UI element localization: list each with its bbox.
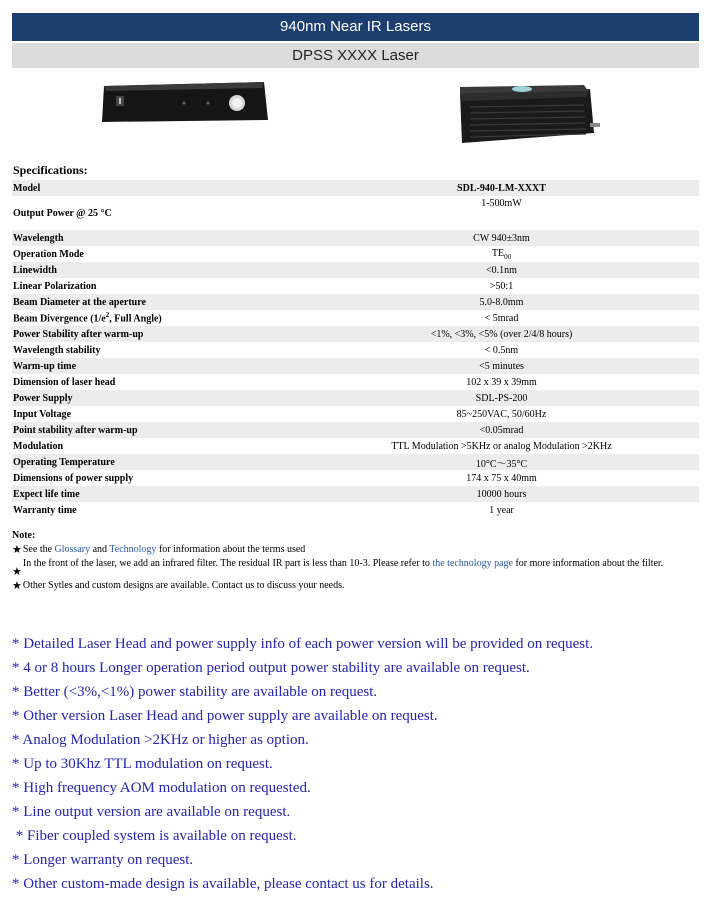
note-item-filter [12,557,692,579]
spec-row [12,358,699,374]
spec-value: 1 year [489,504,514,516]
spec-row [12,180,699,196]
spec-row [12,230,699,246]
options-list [12,632,712,896]
spec-row [12,278,699,294]
option-item: * Longer warranty on request. [12,852,194,868]
spec-value: 1-500mW [481,198,522,209]
spec-value: SDL-PS-200 [475,392,528,404]
spec-label: Operation Mode [13,248,84,260]
spec-label: Power Supply [13,392,73,404]
spec-label: Warranty time [13,504,77,516]
spec-value: CW 940±3nm [473,232,530,244]
spec-row [12,342,699,358]
note-text: for information about the terms used [156,544,306,555]
spec-value: < 0.5nm [484,344,519,356]
spec-value: 102 x 39 x 39mm [466,376,537,388]
spec-value: <0.05mrad [479,424,524,436]
spec-row [12,454,699,470]
note-item-custom [12,579,692,593]
spec-label: Linear Polarization [13,280,97,292]
page-title: 940nm Near IR Lasers [12,13,699,41]
technology-link[interactable]: Technology [109,544,157,555]
note-text: See the [22,544,55,555]
spec-label: Operating Temperature [13,456,115,468]
product-subtitle: DPSS XXXX Laser [12,43,699,68]
spec-label: Expect life time [13,488,80,500]
option-item: * Fiber coupled system is available on request. [12,828,297,844]
spec-label: Modulation [13,440,64,452]
option-item: * High frequency AOM modulation on requested. [12,780,311,796]
spec-row [12,326,699,342]
spec-row [12,390,699,406]
star-icon: ★ [12,544,22,556]
spec-value: 10°C～35°C [475,458,528,470]
option-item: * Detailed Laser Head and power supply info of each power version will be provided on request. [12,636,594,652]
spec-label: Beam Divergence ($1/e^2$, Full Angle) [13,311,162,325]
option-item: * Other version Laser Head and power supply are available on request. [12,708,438,724]
spec-label: Warm-up time [13,360,77,372]
star-icon: ★ [12,580,22,592]
spec-value: SDL-940-LM-XXXT [457,182,546,194]
spec-value: <5 minutes [479,360,524,372]
spec-label: Beam Diameter at the aperture [13,296,146,308]
spec-row [12,502,699,518]
spec-value: >50:1 [489,280,514,292]
spec-row [12,310,699,326]
spec-row [12,374,699,390]
star-icon: ★ [12,566,22,578]
glossary-link[interactable]: Glossary [54,544,91,555]
spec-label: Input Voltage [13,408,72,420]
specifications-heading: Specifications: [13,163,88,177]
spec-row [12,422,699,438]
spec-value: <1%, <3%, <5% (over 2/4/8 hours) [430,328,573,340]
specifications-table [12,180,699,518]
laser-head-image [456,83,602,157]
spec-value: 5.0-8.0mm [479,296,524,308]
spec-value: TTL Modulation >5KHz or analog Modulation >2KHz [391,440,612,452]
spec-label: Linewidth [13,264,57,276]
spec-row [12,406,699,422]
note-text: Other Sytles and custom designs are available. Contact us to discuss your needs. [22,580,345,591]
spec-label: Dimensions of power supply [13,472,134,484]
technology-page-link[interactable]: the technology page [432,558,513,569]
spec-row [12,438,699,454]
spec-label: Model [13,182,41,194]
spec-row [12,246,699,262]
note-text: for more information about the filter. [512,558,664,569]
option-item: * Better (<3%,<1%) power stability are available on request. [12,684,378,700]
spec-row [12,294,699,310]
spec-row [12,262,699,278]
spec-value: 174 x 75 x 40mm [466,472,537,484]
spec-label: Output Power @ 25 °C [13,207,112,219]
spec-value: $TE_{00}$ [491,247,512,261]
spec-label: Point stability after warm-up [13,424,138,436]
spec-label: Dimension of laser head [13,376,116,388]
spec-row [12,196,699,230]
spec-label: Power Stability after warm-up [13,328,144,340]
option-item: * Analog Modulation >2KHz or higher as option. [12,732,309,748]
note-text: and [90,544,110,555]
spec-row [12,470,699,486]
note-text: In the front of the laser, we add an infrared filter. The residual IR part is less than 10-3. Please refer to [22,558,433,569]
spec-value: < 5mrad [484,312,519,324]
option-item: * Up to 30Khz TTL modulation on request. [12,756,273,772]
option-item: * Line output version are available on request. [12,804,291,820]
spec-value: <0.1nm [486,264,517,276]
notes-heading: Note: [12,530,36,541]
spec-row [12,486,699,502]
spec-value: 85~250VAC, 50/60Hz [456,408,547,420]
notes-section [12,529,692,593]
spec-label: Wavelength stability [13,344,101,356]
option-item: * 4 or 8 hours Longer operation period output power stability are available on request. [12,660,530,676]
option-item: * Other custom-made design is available, please contact us for details. [12,876,434,892]
power-supply-image [96,76,272,128]
note-item-terms [12,543,692,557]
spec-label: Wavelength [13,232,64,244]
spec-value: 10000 hours [476,488,527,500]
